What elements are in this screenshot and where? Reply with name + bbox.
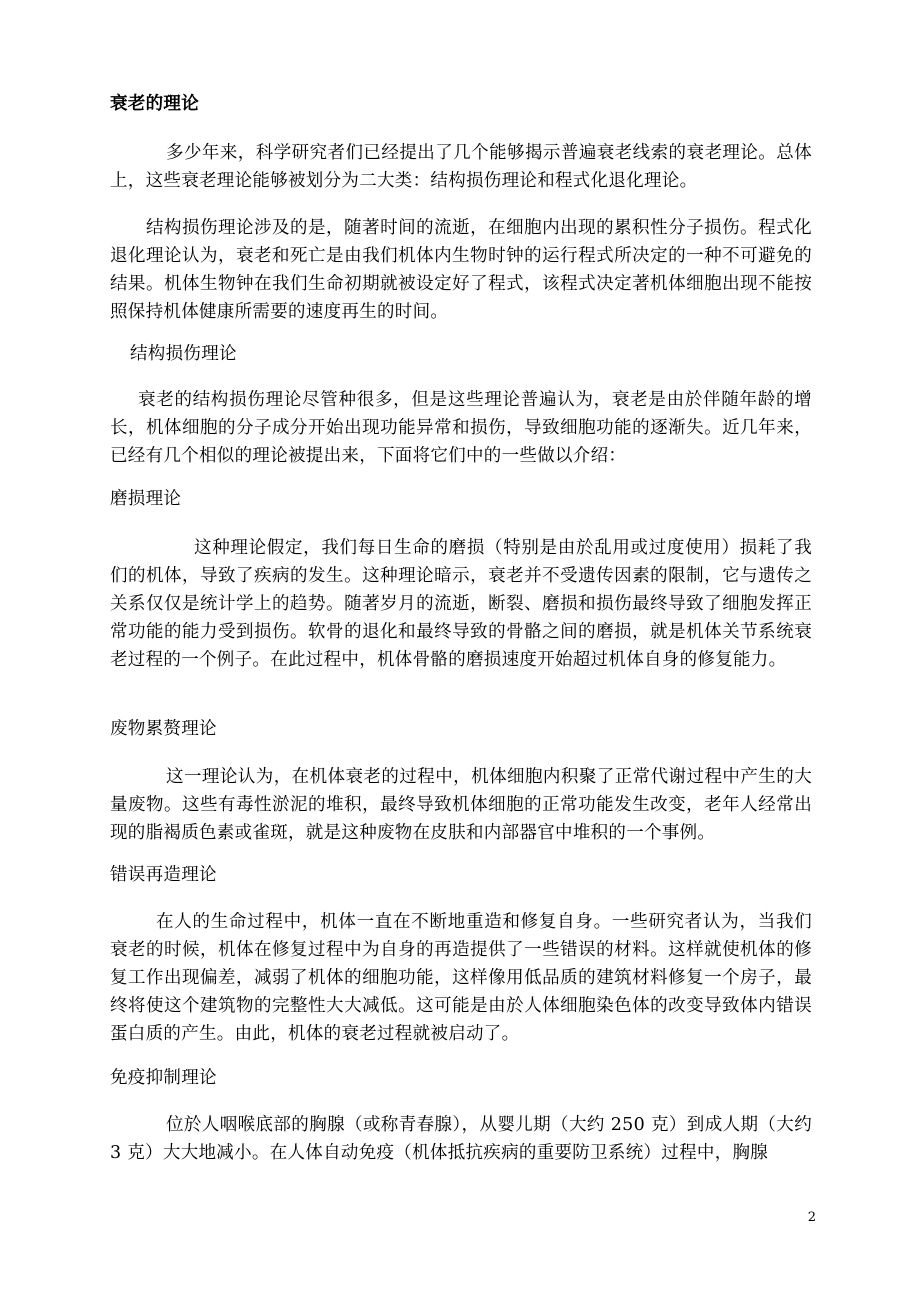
paragraph-immunosuppression: 位於人咽喉底部的胸腺（或称青春腺），从婴儿期（大约 250 克）到成人期（大约 3 克）大大地减小。在人体自动免疫（机体抵抗疾病的重要防卫系统）过程中，胸腺 <box>110 1115 812 1163</box>
section-heading-structural-damage: 结构损伤理论 <box>130 344 237 364</box>
paragraph-intro: 多少年来，科学研究者们已经提出了几个能够揭示普遍衰老线索的衰老理论。总体上，这些衰老理论能够被划分为二大类：结构损伤理论和程式化退化理论。 <box>110 143 812 191</box>
section-heading-waste-accumulation: 废物累赘理论 <box>110 719 217 739</box>
paragraph-structural-damage: 衰老的结构损伤理论尽管种很多，但是这些理论普遍认为，衰老是由於伴随年龄的增长，机体细胞的分子成分开始出现功能异常和损伤，导致细胞功能的逐渐失。近几年来，已经有几个相似的理论被提出来，下面将它们中的一些做以介绍： <box>110 390 812 466</box>
paragraph-error-rebuild: 在人的生命过程中，机体一直在不断地重造和修复自身。一些研究者认为，当我们衰老的时候，机体在修复过程中为自身的再造提供了一些错误的材料。这样就使机体的修复工作出现偏差，减弱了机体的细胞功能，这样像用低品质的建筑材料修复一个房子，最终将使这个建筑物的完整性大大减低。这可能是由於人体细胞染色体的改变导致体内错误蛋白质的产生。由此，机体的衰老过程就被启动了。 <box>110 912 812 1044</box>
section-heading-error-rebuild: 错误再造理论 <box>110 865 217 885</box>
paragraph-classification: 结构损伤理论涉及的是，随著时间的流逝，在细胞内出现的累积性分子损伤。程式化退化理论认为，衰老和死亡是由我们机体内生物时钟的运行程式所决定的一种不可避免的结果。机体生物钟在我们生命初期就被设定好了程式，该程式决定著机体细胞出现不能按照保持机体健康所需要的速度再生的时间。 <box>110 218 812 322</box>
section-heading-wear-and-tear: 磨损理论 <box>110 489 182 509</box>
document-title: 衰老的理论 <box>110 94 199 114</box>
page-number: 2 <box>807 1210 816 1225</box>
section-heading-immunosuppression: 免疫抑制理论 <box>110 1068 217 1088</box>
paragraph-waste-accumulation: 这一理论认为，在机体衰老的过程中，机体细胞内积聚了正常代谢过程中产生的大量废物。这些有毒性淤泥的堆积，最终导致机体细胞的正常功能发生改变，老年人经常出现的脂褐质色素或雀斑，就是这种废物在皮肤和内部器官中堆积的一个事例。 <box>110 767 812 843</box>
paragraph-wear-and-tear: 这种理论假定，我们每日生命的磨损（特别是由於乱用或过度使用）损耗了我们的机体，导致了疾病的发生。这种理论暗示，衰老并不受遗传因素的限制，它与遗传之关系仅仅是统计学上的趋势。随著岁月的流逝，断裂、磨损和损伤最终导致了细胞发挥正常功能的能力受到损伤。软骨的退化和最终导致的骨骼之间的磨损，就是机体关节系统衰老过程的一个例子。在此过程中，机体骨骼的磨损速度开始超过机体自身的修复能力。 <box>110 538 812 670</box>
